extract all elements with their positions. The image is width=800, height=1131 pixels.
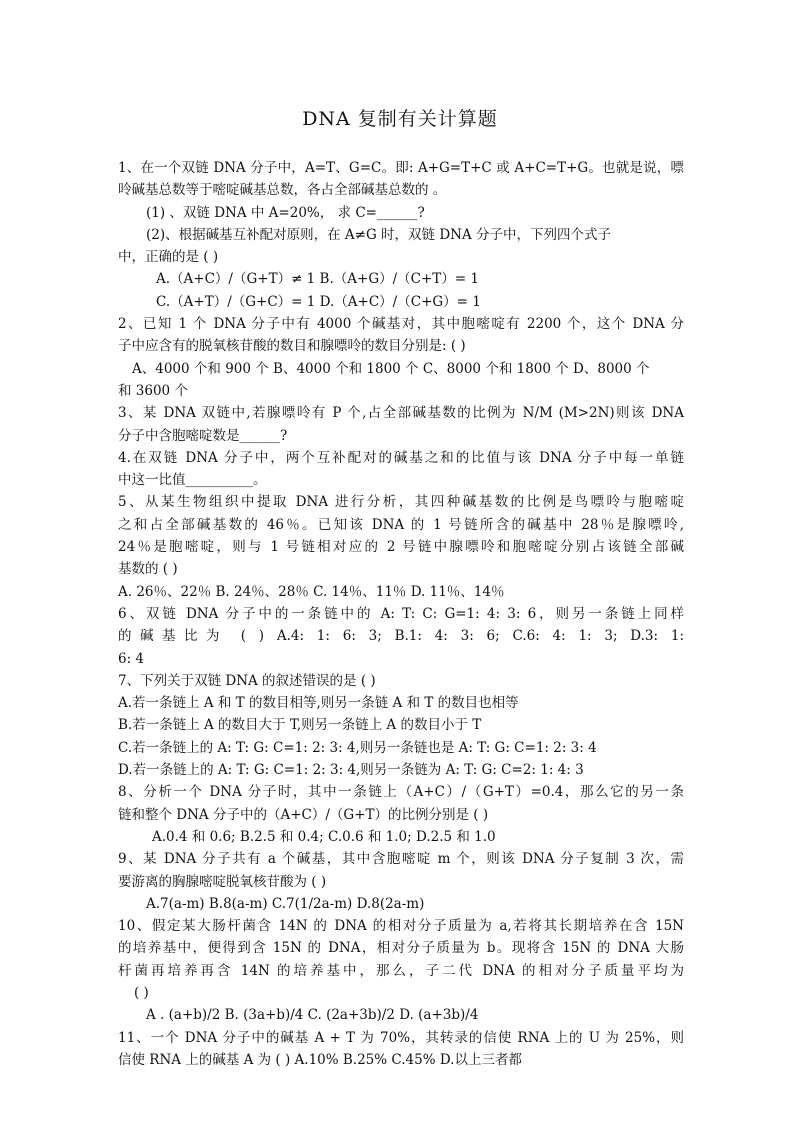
q6-line-1: 6、双链 DNA 分子中的一条链中的 A: T: C: G=1: 4: 3: 6，则另一条链上同样 (118, 605, 684, 622)
q1-options-cd: C.（A+T）/（G+C）= 1 D.（A+C）/（C+G）= 1 (156, 293, 481, 310)
page-title: DNA 复制有关计算题 (302, 108, 498, 130)
q4-line-1: 4.在双链 DNA 分子中，两个互补配对的碱基之和的比值与该 DNA 分子中每一单链 (118, 449, 684, 466)
q9-line-2: 要游离的胸腺嘧啶脱氧核苷酸为 ( ) (118, 873, 327, 890)
q4-line-2: 中这一比值__________。 (118, 472, 267, 489)
q3-line-1: 3、某 DNA 双链中,若腺嘌呤有 P 个,占全部碱基数的比例为 N/M (M>2N)则该 DNA (118, 405, 684, 422)
q2-line-2: 子中应含有的脱氧核苷酸的数目和腺嘌呤的数目分别是: ( ) (118, 338, 466, 355)
document-body (118, 157, 684, 1071)
q10-options: A . (a+b)/2 B. (3a+b)/4 C. (2a+3b)/2 D. (a+3b)/4 (146, 1007, 479, 1024)
q6-line-2: 的碱基比为 ( ) A.4: 1: 6: 3; B.1: 4: 3: 6; C.6: 4: 1: 3; D.3: 1: (118, 628, 684, 645)
q1-line-1: 1、在一个双链 DNA 分子中，A=T、G=C。即: A+G=T+C 或 A+C=T+G。也就是说，嘌 (118, 160, 684, 176)
q2-line-1: 2、已知 1 个 DNA 分子中有 4000 个碱基对，其中胞嘧啶有 2200 个，这个 DNA 分 (118, 316, 684, 333)
q6-line-3: 6: 4 (118, 650, 145, 667)
q11-line-1: 11、一个 DNA 分子中的碱基 A + T 为 70%，其转录的信使 RNA 上的 U 为 25%，则 (118, 1029, 684, 1046)
q3-line-2: 分子中含胞嘧啶数是______? (118, 427, 288, 444)
q7-option-b: B.若一条链上 A 的数目大于 T,则另一条链上 A 的数目小于 T (118, 717, 482, 734)
q1-sub2-line-2: 中，正确的是 ( ) (118, 249, 219, 266)
q7-stem: 7、下列关于双链 DNA 的叙述错误的是 ( ) (118, 672, 376, 689)
q5-line-4: 基数的 ( ) (118, 561, 178, 578)
q1-line-2: 呤碱基总数等于嘧啶碱基总数，各占全部碱基总数的 。 (118, 182, 447, 199)
q2-options-line-2: 和 3600 个 (118, 382, 188, 399)
q1-sub1: (1) 、双链 DNA 中 A=20%， 求 C=______? (146, 204, 425, 221)
q7-option-a: A.若一条链上 A 和 T 的数目相等,则另一条链 A 和 T 的数目也相等 (118, 695, 519, 712)
q2-options-line-1: A、4000 个和 900 个 B、4000 个和 1800 个 C、8000 个和 1800 个 D、8000 个 (132, 360, 650, 377)
q5-options: A. 26％、22％ B. 24％、28％ C. 14％、11％ D. 11％、14％ (118, 583, 505, 600)
q5-line-2: 之和占全部碱基数的 46％。已知该 DNA 的 1 号链所含的碱基中 28％是腺嘌呤, (118, 516, 684, 533)
q10-line-3: 杆菌再培养再含 14N 的培养基中，那么，子二代 DNA 的相对分子质量平均为 (118, 962, 684, 979)
q5-line-1: 5、从某生物组织中提取 DNA 进行分析，其四种碱基数的比例是鸟嘌呤与胞嘧啶 (118, 494, 684, 511)
q7-option-c: C.若一条链上的 A: T: G: C=1: 2: 3: 4,则另一条链也是 A: T: G: C=1: 2: 3: 4 (118, 739, 597, 756)
q1-sub2-line-1: (2)、根据碱基互补配对原则，在 A≠G 时，双链 DNA 分子中，下列四个式子 (146, 226, 612, 243)
q8-line-2: 链和整个 DNA 分子中的（A+C）/（G+T）的比例分别是 ( ) (118, 806, 489, 823)
q9-options: A.7(a-m) B.8(a-m) C.7(1/2a-m) D.8(2a-m) (146, 895, 425, 912)
q10-line-1: 10、假定某大肠杆菌含 14N 的 DNA 的相对分子质量为 a,若将其长期培养在含 15N (118, 918, 684, 935)
q9-line-1: 9、某 DNA 分子共有 a 个碱基，其中含胞嘧啶 m 个，则该 DNA 分子复制 3 次，需 (118, 851, 684, 868)
q5-line-3: 24％是胞嘧啶，则与 1 号链相对应的 2 号链中腺嘌呤和胞嘧啶分别占该链全部碱 (118, 539, 684, 556)
q11-line-2: 信使 RNA 上的碱基 A 为 ( ) A.10% B.25% C.45% D.以上三者都 (118, 1051, 522, 1068)
q7-option-d: D.若一条链上的 A: T: G: C=1: 2: 3: 4,则另一条链为 A: T: G: C=2: 1: 4: 3 (118, 762, 584, 779)
q1-options-ab: A.（A+C）/（G+T）≠ 1 B.（A+G）/（C+T）= 1 (156, 271, 480, 288)
q10-line-4: ( ) (134, 984, 149, 1001)
q10-line-2: 的培养基中，便得到含 15N 的 DNA，相对分子质量为 b。现将含 15N 的 DNA 大肠 (118, 940, 684, 957)
q8-line-1: 8、分析一个 DNA 分子时，其中一条链上（A+C）/（G+T）=0.4，那么它的另一条 (118, 784, 684, 801)
q8-options: A.0.4 和 0.6; B.2.5 和 0.4; C.0.6 和 1.0; D.2.5 和 1.0 (152, 828, 496, 845)
